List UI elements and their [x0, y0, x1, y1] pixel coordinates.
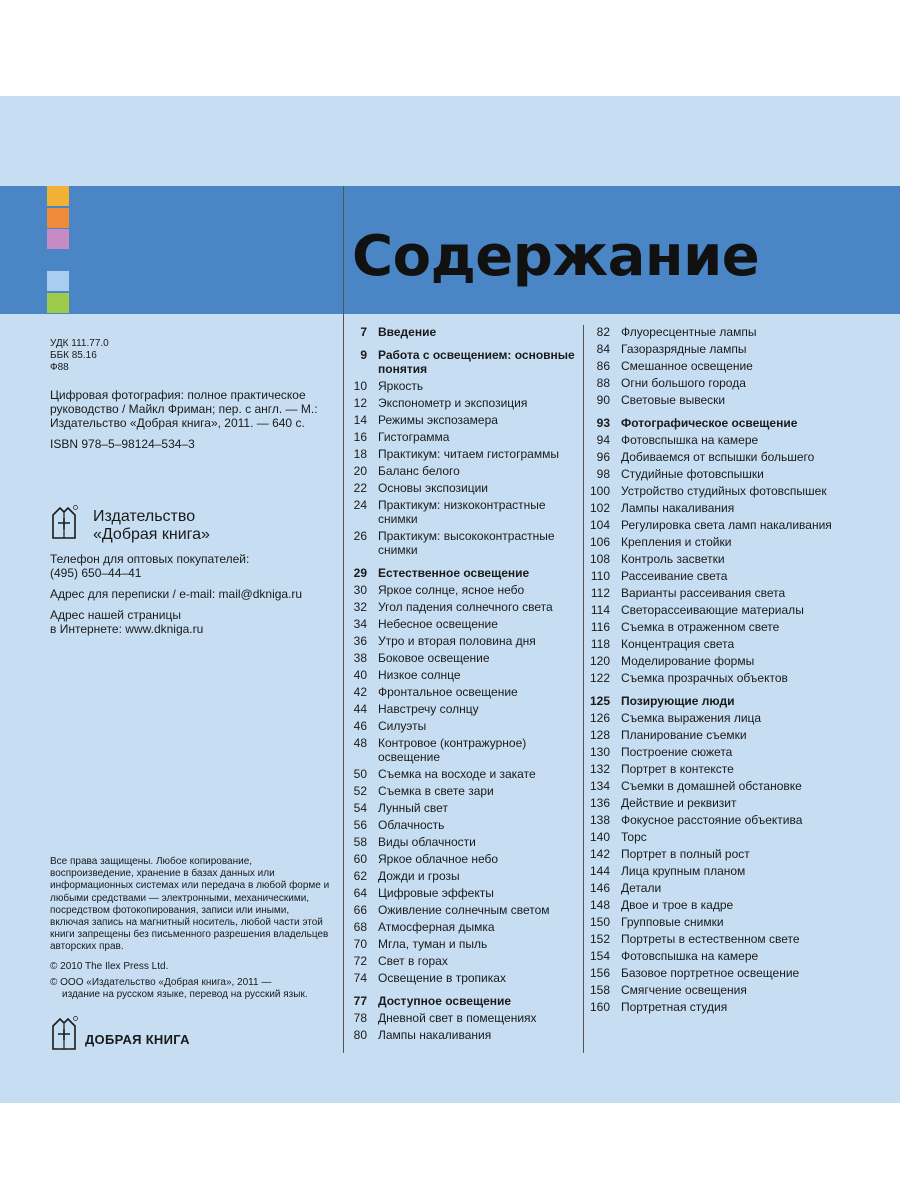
- toc-entry: [344, 668, 584, 682]
- toc-title: Гистограмма: [378, 430, 450, 444]
- toc-page-number: 20: [353, 464, 367, 478]
- toc-page-number: 74: [353, 971, 367, 985]
- toc-page-number: 60: [353, 852, 367, 866]
- toc-page-number: 46: [353, 719, 367, 733]
- phone: (495) 650–44–41: [50, 566, 142, 580]
- isbn: ISBN 978–5–98124–534–3: [50, 437, 195, 451]
- toc-page-number: 82: [596, 325, 610, 339]
- toc-title: Свет в горах: [378, 954, 448, 968]
- toc-page-number: 40: [353, 668, 367, 682]
- toc-entry: [585, 671, 885, 685]
- house-book-logo-small: [50, 1016, 78, 1050]
- toc-page-number: 29: [353, 566, 367, 580]
- publisher-name: [93, 508, 210, 544]
- toc-page-number: 100: [589, 484, 610, 498]
- toc-page-number: 128: [589, 728, 610, 742]
- toc-entry: [585, 342, 885, 356]
- house-book-logo: [50, 505, 78, 539]
- toc-entry: [585, 830, 885, 844]
- toc-page-number: 148: [589, 898, 610, 912]
- toc-page-number: 154: [589, 949, 610, 963]
- toc-page-number: 62: [353, 869, 367, 883]
- toc-entry: [585, 728, 885, 742]
- toc-entry: [344, 801, 584, 815]
- toc-entry: [585, 881, 885, 895]
- toc-page-number: 84: [596, 342, 610, 356]
- toc-page-number: 72: [353, 954, 367, 968]
- toc-page-number: 110: [590, 569, 610, 583]
- toc-title: Виды облачности: [378, 835, 476, 849]
- toc-entry: [585, 359, 885, 373]
- toc-page-number: 80: [353, 1028, 367, 1042]
- toc-entry: [344, 413, 584, 427]
- toc-entry: [585, 847, 885, 861]
- toc-entry: [585, 711, 885, 725]
- toc-entry: [344, 818, 584, 832]
- toc-entry: [585, 620, 885, 634]
- color-swatch-green: [47, 293, 69, 313]
- toc-title: Световые вывески: [621, 393, 726, 407]
- toc-title: Естественное освещение: [378, 566, 530, 580]
- bibliographic-record: Цифровая фотография: полное практическое руководство / Майкл Фриман; пер. с англ. — М.: Издательство «Добрая книга», 2011. — 640 с.: [50, 388, 318, 430]
- page-title: Содержание: [352, 224, 760, 289]
- toc-title: Планирование съемки: [621, 728, 747, 742]
- toc-page-number: 42: [353, 685, 367, 699]
- toc-section: [585, 416, 885, 430]
- toc-title: Портрет в контексте: [621, 762, 734, 776]
- copyright-line-3: издание на русском языке, перевод на русский язык.: [62, 989, 308, 1000]
- toc-title: Небесное освещение: [378, 617, 498, 631]
- toc-page-number: 104: [589, 518, 610, 532]
- toc-page-number: 12: [353, 396, 367, 410]
- toc-entry: [585, 745, 885, 759]
- toc-entry: [344, 379, 584, 393]
- toc-page-number: 86: [596, 359, 610, 373]
- toc-title: Лампы накаливания: [621, 501, 735, 515]
- toc-page-number: 94: [596, 433, 610, 447]
- color-swatch-dark-orange: [47, 208, 69, 228]
- toc-page-number: 118: [590, 637, 610, 651]
- toc-title: Яркое облачное небо: [378, 852, 499, 866]
- toc-entry: [585, 932, 885, 946]
- toc-page-number: 14: [353, 413, 367, 427]
- toc-entry: [585, 603, 885, 617]
- toc-entry: [585, 484, 885, 498]
- toc-page-number: 77: [353, 994, 367, 1008]
- toc-page-number: 50: [353, 767, 367, 781]
- toc-title: Фронтальное освещение: [378, 685, 518, 699]
- toc-title: Съемка в свете зари: [378, 784, 494, 798]
- toc-title: Фотовспышка на камере: [621, 949, 759, 963]
- catalog-bbk: ББК 85.16: [50, 350, 97, 361]
- toc-page-number: 18: [353, 447, 367, 461]
- toc-page-number: 52: [353, 784, 367, 798]
- toc-entry: [344, 685, 584, 699]
- toc-page-number: 160: [589, 1000, 610, 1014]
- toc-page-number: 54: [353, 801, 367, 815]
- contacts: [50, 552, 340, 643]
- mail-address: Адрес для переписки / e-mail: mail@dkniga.ru: [50, 587, 303, 601]
- toc-title: Освещение в тропиках: [378, 971, 506, 985]
- toc-title: Крепления и стойки: [621, 535, 732, 549]
- bottom-logo-text: ДОБРАЯ КНИГА: [85, 1032, 190, 1047]
- toc-page-number: 136: [589, 796, 610, 810]
- toc-entry: [585, 433, 885, 447]
- toc-title: Фотографическое освещение: [621, 416, 798, 430]
- toc-entry: [344, 1028, 584, 1042]
- toc-title: Групповые снимки: [621, 915, 724, 929]
- toc-title: Портреты в естественном свете: [621, 932, 800, 946]
- toc-title: Портретная студия: [621, 1000, 728, 1014]
- toc-entry: [344, 784, 584, 798]
- toc-title: Портрет в полный рост: [621, 847, 750, 861]
- toc-title: Съемки в домашней обстановке: [621, 779, 802, 793]
- toc-page-number: 108: [589, 552, 610, 566]
- toc-title: Добиваемся от вспышки большего: [621, 450, 815, 464]
- toc-entry: [585, 535, 885, 549]
- toc-entry: [585, 1000, 885, 1014]
- toc-section: [585, 694, 885, 708]
- toc-page-number: 7: [360, 325, 367, 339]
- toc-entry: [344, 954, 584, 968]
- toc-entry: [585, 393, 885, 407]
- toc-page-number: 140: [589, 830, 610, 844]
- toc-section: [344, 566, 584, 580]
- toc-page-number: 150: [589, 915, 610, 929]
- bottom-publisher-logo: [50, 1016, 250, 1052]
- toc-entry: [585, 637, 885, 651]
- toc-entry: [344, 583, 584, 597]
- toc-title: Практикум: читаем гистограммы: [378, 447, 559, 461]
- toc-title: Облачность: [378, 818, 445, 832]
- toc-entry: [344, 937, 584, 951]
- toc-title: Смягчение освещения: [621, 983, 747, 997]
- toc-title: Экспонометр и экспозиция: [378, 396, 528, 410]
- toc-title: Утро и вторая половина дня: [378, 634, 536, 648]
- toc-page-number: 93: [596, 416, 610, 430]
- toc-entry: [585, 467, 885, 481]
- toc-page-number: 106: [589, 535, 610, 549]
- toc-title: Атмосферная дымка: [378, 920, 495, 934]
- site-label: Адрес нашей страницы: [50, 608, 181, 622]
- toc-title: Торс: [621, 830, 647, 844]
- toc-title: Доступное освещение: [378, 994, 512, 1008]
- toc-page-number: 126: [589, 711, 610, 725]
- toc-page-number: 125: [589, 694, 610, 708]
- toc-title: Фокусное расстояние объектива: [621, 813, 803, 827]
- toc-title: Силуэты: [378, 719, 427, 733]
- toc-entry: [585, 949, 885, 963]
- toc-entry: [344, 634, 584, 648]
- toc-title: Рассеивание света: [621, 569, 728, 583]
- toc-entry: [585, 762, 885, 776]
- toc-entry: [344, 529, 584, 557]
- toc-title: Введение: [378, 325, 437, 339]
- toc-entry: [585, 501, 885, 515]
- toc-entry: [344, 498, 584, 526]
- toc-column-3: [585, 325, 885, 1017]
- toc-page-number: 24: [353, 498, 367, 512]
- toc-entry: [585, 898, 885, 912]
- toc-entry: [585, 779, 885, 793]
- toc-section: [344, 348, 584, 376]
- toc-entry: [344, 971, 584, 985]
- toc-title: Съемка на восходе и закате: [378, 767, 536, 781]
- toc-column-2: [344, 325, 584, 1045]
- toc-page-number: 66: [353, 903, 367, 917]
- toc-title: Практикум: высококонтрастные снимки: [378, 529, 555, 557]
- toc-entry: [585, 813, 885, 827]
- toc-page-number: 132: [589, 762, 610, 776]
- catalog-codes: [50, 338, 340, 374]
- toc-entry: [344, 396, 584, 410]
- toc-section: [344, 325, 584, 339]
- toc-page-number: 142: [589, 847, 610, 861]
- toc-entry: [585, 983, 885, 997]
- toc-entry: [585, 552, 885, 566]
- toc-page-number: 10: [353, 379, 367, 393]
- toc-entry: [344, 869, 584, 883]
- phone-label: Телефон для оптовых покупателей:: [50, 552, 250, 566]
- toc-page-number: 134: [589, 779, 610, 793]
- toc-entry: [344, 617, 584, 631]
- copyright-block: [50, 961, 340, 1001]
- toc-page-number: 114: [590, 603, 610, 617]
- toc-entry: [585, 325, 885, 339]
- toc-page-number: 36: [353, 634, 367, 648]
- toc-title: Действие и реквизит: [621, 796, 737, 810]
- toc-entry: [585, 586, 885, 600]
- toc-title: Съемка выражения лица: [621, 711, 762, 725]
- toc-entry: [585, 518, 885, 532]
- toc-title: Яркое солнце, ясное небо: [378, 583, 525, 597]
- toc-title: Яркость: [378, 379, 424, 393]
- toc-page-number: 64: [353, 886, 367, 900]
- toc-page-number: 32: [353, 600, 367, 614]
- toc-title: Студийные фотовспышки: [621, 467, 764, 481]
- toc-title: Огни большого города: [621, 376, 746, 390]
- toc-title: Боковое освещение: [378, 651, 490, 665]
- toc-page-number: 122: [589, 671, 610, 685]
- toc-page-number: 34: [353, 617, 367, 631]
- toc-page-number: 70: [353, 937, 367, 951]
- color-swatch-purple: [47, 229, 69, 249]
- rights-notice: Все права защищены. Любое копирование, воспроизведение, хранение в базах данных или информационных системах или передача в любой форме и любыми средствами — электронными, механическими, посредством фотокопирования, записи или иными, включая запись на магнитный носитель, любой части этой книги запрещены без письменного разрешения владельцев авторских прав.: [50, 856, 330, 953]
- toc-entry: [344, 852, 584, 866]
- toc-title: Позирующие люди: [621, 694, 735, 708]
- toc-entry: [344, 886, 584, 900]
- toc-section: [344, 994, 584, 1008]
- toc-page-number: 56: [353, 818, 367, 832]
- toc-page-number: 144: [589, 864, 610, 878]
- toc-title: Двое и трое в кадре: [621, 898, 734, 912]
- toc-page-number: 58: [353, 835, 367, 849]
- toc-page-number: 9: [360, 348, 367, 362]
- toc-title: Контроль засветки: [621, 552, 725, 566]
- toc-entry: [344, 1011, 584, 1025]
- toc-entry: [344, 719, 584, 733]
- toc-title: Лица крупным планом: [621, 864, 746, 878]
- toc-entry: [344, 920, 584, 934]
- toc-page-number: 158: [589, 983, 610, 997]
- toc-title: Навстречу солнцу: [378, 702, 479, 716]
- toc-page-number: 98: [596, 467, 610, 481]
- toc-title: Основы экспозиции: [378, 481, 488, 495]
- toc-title: Построение сюжета: [621, 745, 733, 759]
- toc-page-number: 96: [596, 450, 610, 464]
- toc-page-number: 102: [589, 501, 610, 515]
- color-swatch-orange: [47, 186, 69, 206]
- toc-entry: [585, 915, 885, 929]
- toc-page-number: 90: [596, 393, 610, 407]
- toc-page-number: 116: [590, 620, 610, 634]
- toc-title: Моделирование формы: [621, 654, 755, 668]
- toc-entry: [585, 966, 885, 980]
- toc-page-number: 26: [353, 529, 367, 543]
- toc-title: Дожди и грозы: [378, 869, 460, 883]
- toc-title: Баланс белого: [378, 464, 460, 478]
- toc-page-number: 88: [596, 376, 610, 390]
- toc-entry: [344, 767, 584, 781]
- toc-title: Работа с освещением: основные понятия: [378, 348, 575, 376]
- copyright-line-1: © 2010 The Ilex Press Ltd.: [50, 961, 169, 972]
- toc-page-number: 44: [353, 702, 367, 716]
- toc-entry: [344, 651, 584, 665]
- toc-title: Регулировка света ламп накаливания: [621, 518, 832, 532]
- toc-title: Цифровые эффекты: [378, 886, 494, 900]
- toc-title: Дневной свет в помещениях: [378, 1011, 537, 1025]
- toc-title: Практикум: низкоконтрастные снимки: [378, 498, 546, 526]
- toc-title: Мгла, туман и пыль: [378, 937, 488, 951]
- toc-title: Базовое портретное освещение: [621, 966, 800, 980]
- toc-title: Съемка прозрачных объектов: [621, 671, 788, 685]
- toc-page-number: 112: [590, 586, 610, 600]
- toc-page-number: 138: [589, 813, 610, 827]
- toc-page-number: 30: [353, 583, 367, 597]
- toc-entry: [585, 796, 885, 810]
- toc-page-number: 78: [353, 1011, 367, 1025]
- toc-page-number: 156: [589, 966, 610, 980]
- toc-title: Контровое (контражурное) освещение: [378, 736, 527, 764]
- toc-entry: [344, 736, 584, 764]
- toc-entry: [585, 654, 885, 668]
- toc-title: Флуоресцентные лампы: [621, 325, 757, 339]
- copyright-line-2: © ООО «Издательство «Добрая книга», 2011 —: [50, 977, 272, 988]
- toc-page-number: 48: [353, 736, 367, 750]
- catalog-udk: УДК 111.77.0: [50, 338, 109, 349]
- catalog-f88: Ф88: [50, 362, 69, 373]
- toc-entry: [344, 903, 584, 917]
- toc-page-number: 38: [353, 651, 367, 665]
- publisher-name-line1: Издательство: [93, 508, 196, 525]
- toc-title: Смешанное освещение: [621, 359, 753, 373]
- toc-page-number: 120: [589, 654, 610, 668]
- toc-title: Лампы накаливания: [378, 1028, 492, 1042]
- publisher-name-line2: «Добрая книга»: [93, 526, 210, 543]
- toc-title: Оживление солнечным светом: [378, 903, 550, 917]
- toc-title: Лунный свет: [378, 801, 448, 815]
- toc-entry: [344, 447, 584, 461]
- toc-entry: [344, 835, 584, 849]
- toc-title: Устройство студийных фотовспышек: [621, 484, 827, 498]
- toc-title: Газоразрядные лампы: [621, 342, 747, 356]
- color-swatch-light-blue: [47, 271, 69, 291]
- toc-page-number: 152: [589, 932, 610, 946]
- toc-title: Фотовспышка на камере: [621, 433, 759, 447]
- toc-entry: [344, 430, 584, 444]
- site-url: в Интернете: www.dkniga.ru: [50, 622, 204, 636]
- toc-title: Низкое солнце: [378, 668, 461, 682]
- toc-entry: [585, 376, 885, 390]
- toc-page-number: 68: [353, 920, 367, 934]
- toc-title: Режимы экспозамера: [378, 413, 498, 427]
- toc-title: Съемка в отраженном свете: [621, 620, 780, 634]
- toc-entry: [585, 450, 885, 464]
- toc-page-number: 22: [353, 481, 367, 495]
- toc-entry: [585, 864, 885, 878]
- toc-entry: [585, 569, 885, 583]
- toc-page-number: 146: [589, 881, 610, 895]
- toc-title: Угол падения солнечного света: [378, 600, 553, 614]
- toc-title: Детали: [621, 881, 662, 895]
- toc-page-number: 16: [353, 430, 367, 444]
- toc-entry: [344, 600, 584, 614]
- toc-page-number: 130: [589, 745, 610, 759]
- toc-entry: [344, 481, 584, 495]
- toc-entry: [344, 464, 584, 478]
- toc-title: Варианты рассеивания света: [621, 586, 786, 600]
- toc-entry: [344, 702, 584, 716]
- toc-title: Светорассеивающие материалы: [621, 603, 804, 617]
- toc-title: Концентрация света: [621, 637, 735, 651]
